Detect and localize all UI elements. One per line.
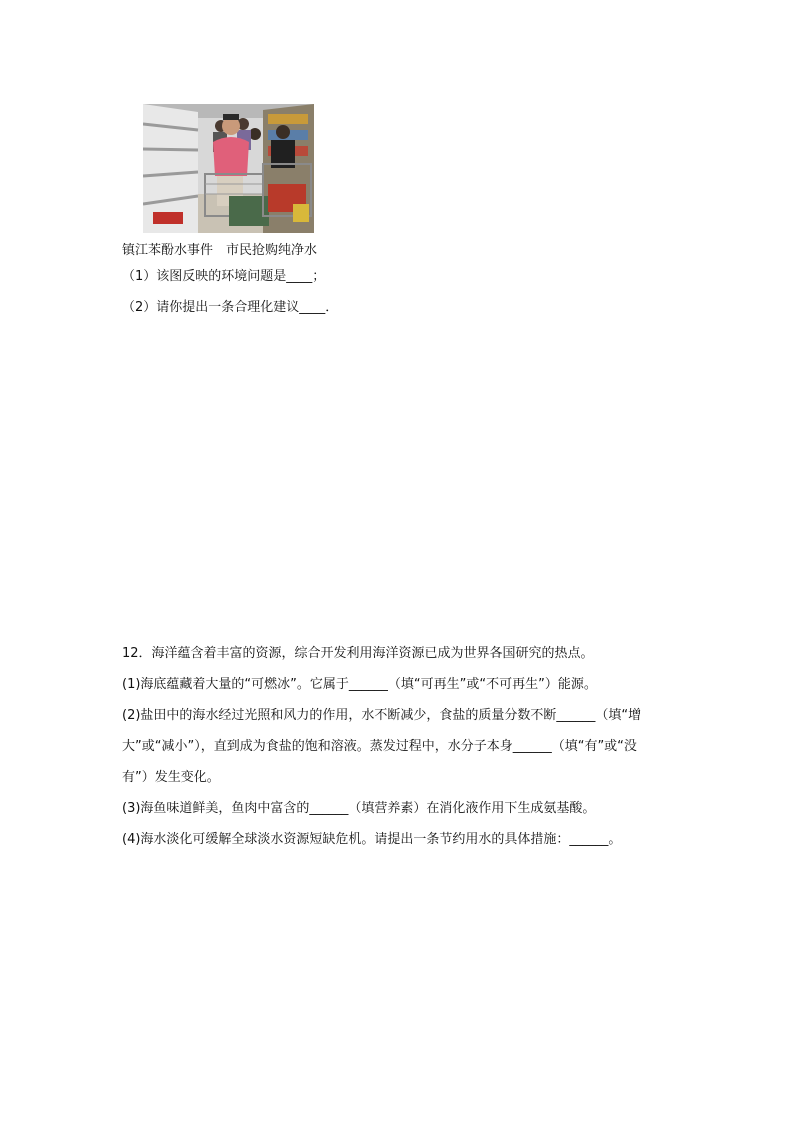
image-caption: 镇江苯酚水事件 市民抢购纯净水 — [122, 243, 318, 258]
question-11-part-1: （1）该图反映的环境问题是____； — [122, 269, 326, 284]
question-12-part-2-line-1: (2)盐田中的海水经过光照和风力的作用，水不断减少，食盐的质量分数不断______（填“增 — [122, 708, 642, 723]
question-11-part-2: （2）请你提出一条合理化建议____． — [122, 300, 339, 315]
question-12-stem: 12．海洋蕴含着丰富的资源，综合开发利用海洋资源已成为世界各国研究的热点。 — [122, 646, 594, 661]
question-12-part-4: (4)海水淡化可缓解全球淡水资源短缺危机。请提出一条节约用水的具体措施：______。 — [122, 832, 622, 847]
supermarket-scene-image — [143, 104, 314, 233]
question-12-part-2-line-2: 大”或“减小”），直到成为食盐的饱和溶液。蒸发过程中，水分子本身______（填“有”或“没 — [122, 739, 637, 754]
question-12-part-3: (3)海鱼味道鲜美，鱼肉中富含的______（填营养素）在消化液作用下生成氨基酸。 — [122, 801, 596, 816]
question-12-part-1: (1)海底蕴藏着大量的“可燃冰”。它属于______（填“可再生”或“不可再生”）能源。 — [122, 677, 597, 692]
question-12-part-2-line-3: 有”）发生变化。 — [122, 770, 220, 785]
supermarket-photo — [143, 104, 314, 233]
